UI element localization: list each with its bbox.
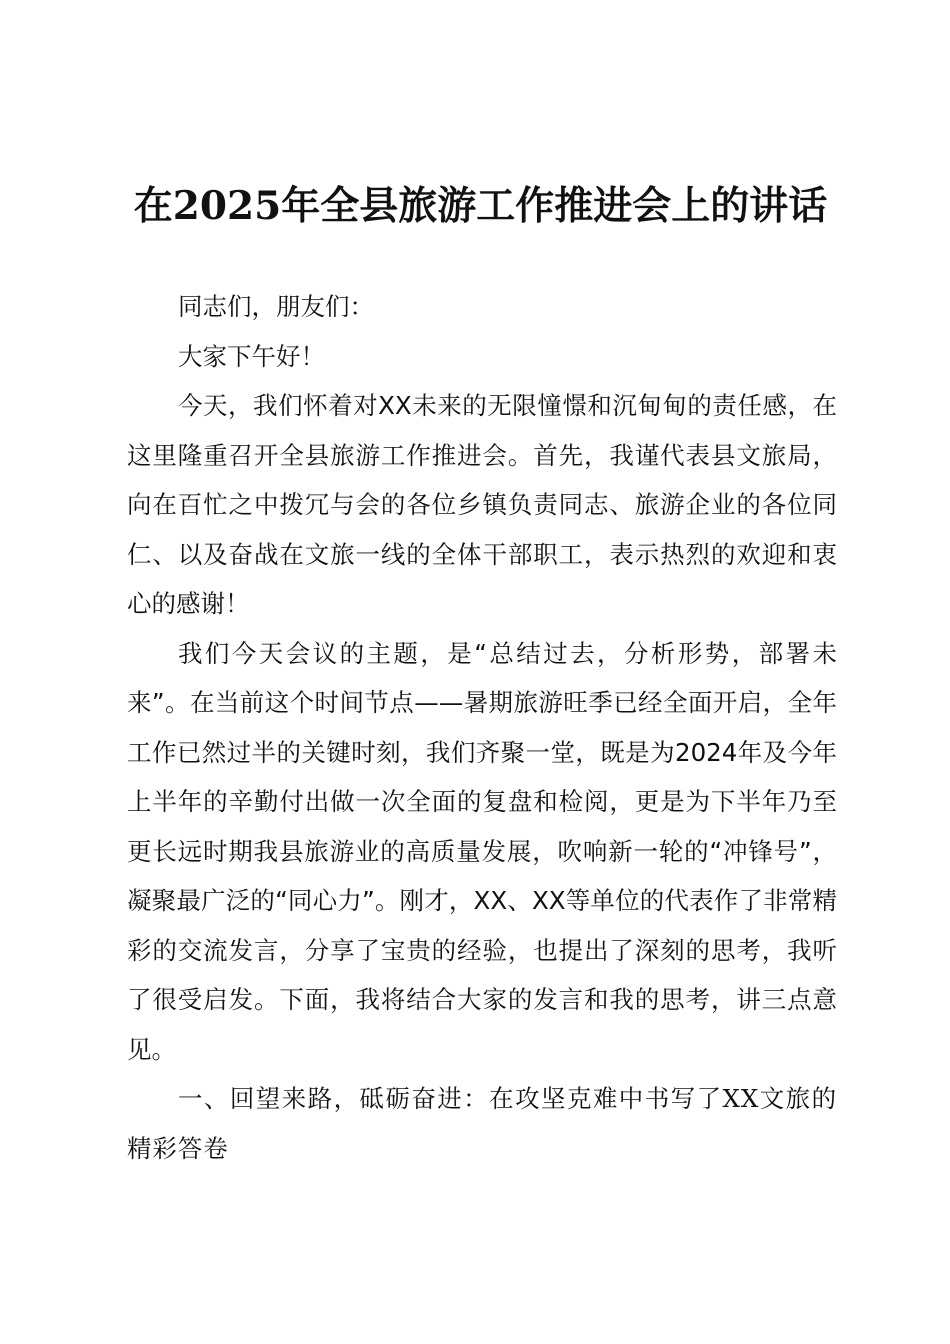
theme-paragraph: 我们今天会议的主题，是“总结过去，分析形势，部署未来”。在当前这个时间节点——暑期旅游旺季已经全面开启，全年工作已然过半的关键时刻，我们齐聚一堂，既是为2024年及今年上半年的辛勤付出做一次全面的复盘和检阅，更是为下半年乃至更长远时期我县旅游业的高质量发展，吹响新一轮的“冲锋号”，凝聚最广泛的“同心力”。刚才，XX、XX等单位的代表作了非常精彩的交流发言，分享了宝贵的经验，也提出了深刻的思考，我听了很受启发。下面，我将结合大家的发言和我的思考，讲三点意见。: [127, 638, 837, 1064]
document-body: [127, 282, 837, 1173]
opening-paragraph: 今天，我们怀着对XX未来的无限憧憬和沉甸甸的责任感，在这里隆重召开全县旅游工作推进会。首先，我谨代表县文旅局，向在百忙之中拨冗与会的各位乡镇负责同志、旅游企业的各位同仁、以及奋战在文旅一线的全体干部职工，表示热烈的欢迎和衷心的感谢！: [127, 391, 837, 618]
greeting-paragraph: 大家下午好！: [178, 341, 325, 371]
salutation-paragraph: 同志们，朋友们：: [178, 292, 374, 321]
section-heading: 一、回望来路，砥砺奋进：在攻坚克难中书写了XX文旅的精彩答卷: [127, 1084, 837, 1163]
document-title: 在2025年全县旅游工作推进会上的讲话: [133, 183, 828, 229]
